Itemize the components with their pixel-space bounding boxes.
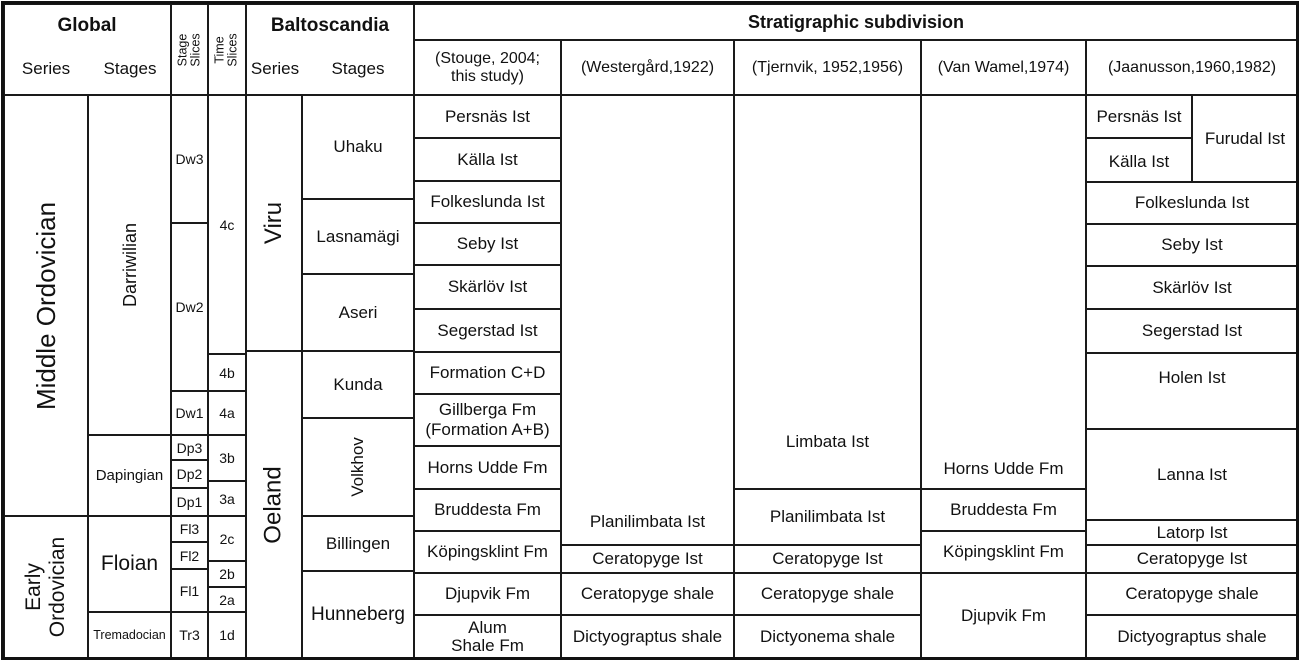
balto-stage-uhaku — [301, 94, 415, 200]
dp2-label: Dp2 — [176, 466, 203, 482]
jaanusson-ceratopyge-shale-label: Ceratopyge shale — [1125, 584, 1259, 603]
time-3a — [207, 480, 247, 517]
jaanusson-ceratopyge-ist-label: Ceratopyge Ist — [1136, 549, 1248, 568]
stage-slices-l2: Slices — [188, 32, 203, 67]
time-4c — [207, 94, 247, 355]
vanwamel-bruddesta — [920, 488, 1087, 532]
time-slices-l2: Slices — [226, 32, 240, 67]
hunneberg-label: Hunneberg — [310, 603, 406, 625]
header-strat-title — [413, 3, 1299, 41]
stouge-persnas — [413, 94, 562, 139]
t4c-label: 4c — [219, 216, 235, 233]
header-global — [3, 3, 171, 43]
tjernvik-ceratopyge-shale — [733, 572, 922, 616]
vanwamel-djupvik — [920, 572, 1087, 659]
stouge-alum-l2: Shale Fm — [451, 635, 524, 655]
tjernvik-planilimbata — [733, 488, 922, 546]
jaanusson-skarlov-label: Skärlöv Ist — [1152, 277, 1232, 297]
time-2a — [207, 586, 247, 613]
t1d-label: 1d — [219, 627, 235, 643]
stage-floian — [87, 515, 172, 613]
jaanusson-seby — [1085, 223, 1299, 267]
jaanusson-folkeslunda — [1085, 181, 1299, 225]
author-stouge-l2: this study) — [451, 67, 524, 85]
jaanusson-lanna — [1085, 428, 1299, 521]
stouge-seby — [413, 222, 562, 266]
stouge-folkeslunda — [413, 180, 562, 224]
westergard-ceratopyge-ist-label: Ceratopyge Ist — [592, 549, 703, 568]
vanwamel-horns-udde-label: Horns Udde Fm — [943, 458, 1064, 478]
time-2b — [207, 560, 247, 588]
balto-stage-hunneberg — [301, 570, 415, 659]
header-baltoscandia — [245, 3, 415, 43]
t2b-label: 2b — [219, 566, 235, 582]
westergard-planilimbata — [560, 488, 735, 546]
author-vanwamel-label: (Van Wamel,1974) — [937, 58, 1070, 76]
t3b-label: 3b — [219, 450, 235, 466]
westergard-dictyograptus — [560, 614, 735, 659]
uhaku-label: Uhaku — [333, 137, 383, 156]
header-balto-stages — [303, 46, 413, 92]
slice-tr3 — [170, 611, 209, 659]
dw3-label: Dw3 — [175, 151, 204, 167]
dp1-label: Dp1 — [176, 494, 203, 510]
stage-slices-l1: Stage — [175, 33, 190, 66]
header-balto-series — [247, 46, 303, 92]
slice-fl1 — [170, 568, 209, 613]
dw1-label: Dw1 — [175, 405, 204, 421]
balto-stage-lasnamagi — [301, 198, 415, 275]
time-4a — [207, 390, 247, 436]
header-global-stages — [89, 46, 171, 92]
jaanusson-holen-label: Holen Ist — [1158, 368, 1226, 387]
floian-label: Floian — [100, 552, 159, 575]
stouge-gillberga-l1: Gillberga Fm — [438, 400, 537, 419]
jaanusson-furudal-label: Furudal Ist — [1204, 128, 1286, 148]
balto-series-oeland — [245, 350, 303, 659]
westergard-ceratopyge-ist — [560, 544, 735, 574]
header-stage-slices — [170, 3, 209, 96]
header-baltoscandia-label: Baltoscandia — [270, 15, 390, 36]
westergard-ceratopyge-shale — [560, 572, 735, 616]
stage-darriwilian — [87, 94, 172, 436]
stouge-skarlov — [413, 264, 562, 310]
author-westergard-label: (Westergård,1922) — [580, 58, 715, 76]
jaanusson-dictyograptus-label: Dictyograptus shale — [1117, 626, 1267, 646]
stouge-seby-label: Seby Ist — [456, 234, 519, 253]
vanwamel-kopingsklint-label: Köpingsklint Fm — [943, 542, 1064, 561]
volkhov-label: Volkhov — [347, 437, 367, 497]
tjernvik-ceratopyge-ist-label: Ceratopyge Ist — [772, 549, 883, 568]
slice-dw2 — [170, 222, 209, 392]
jaanusson-ceratopyge-ist — [1085, 544, 1299, 574]
tjernvik-limbata — [733, 395, 922, 490]
stouge-formation-cd — [413, 351, 562, 395]
balto-stage-billingen — [301, 515, 415, 572]
stouge-alum-shale — [413, 614, 562, 659]
stouge-formation-cd-label: Formation C+D — [429, 363, 546, 382]
westergard-ceratopyge-shale-label: Ceratopyge shale — [580, 584, 715, 603]
stouge-skarlov-label: Skärlöv Ist — [447, 277, 528, 296]
time-slices-rotated — [214, 33, 240, 66]
stouge-segerstad-label: Segerstad Ist — [437, 320, 538, 340]
author-stouge-l1: (Stouge, 2004; — [435, 49, 540, 67]
t3a-label: 3a — [219, 490, 235, 507]
header-author-jaanusson — [1085, 39, 1299, 96]
stouge-horns-udde — [413, 445, 562, 490]
tjernvik-ceratopyge-shale-label: Ceratopyge shale — [760, 584, 895, 603]
balto-stage-kunda — [301, 350, 415, 419]
dw2-label: Dw2 — [175, 299, 204, 315]
slice-dp2 — [170, 459, 209, 489]
stouge-bruddesta-label: Bruddesta Fm — [434, 500, 541, 519]
jaanusson-furudal — [1191, 94, 1299, 183]
stouge-segerstad — [413, 308, 562, 353]
slice-fl2 — [170, 541, 209, 570]
vanwamel-bruddesta-label: Bruddesta Fm — [950, 500, 1057, 519]
early-ordovician-rotated — [22, 537, 70, 637]
header-author-westergard — [560, 39, 735, 96]
jaanusson-persnas — [1085, 94, 1193, 139]
stouge-persnas-label: Persnäs Ist — [444, 106, 531, 126]
jaanusson-ceratopyge-shale — [1085, 572, 1299, 616]
jaanusson-kalla — [1085, 137, 1193, 183]
author-tjernvik-label: (Tjernvik, 1952,1956) — [751, 58, 904, 76]
t4b-label: 4b — [219, 364, 235, 381]
header-global-series — [3, 46, 89, 92]
jaanusson-skarlov — [1085, 265, 1299, 310]
jaanusson-kalla-label: Källa Ist — [1108, 152, 1170, 171]
header-global-series-label: Series — [21, 59, 71, 78]
ordovician-label: Ordovician — [46, 536, 70, 638]
stouge-gillberga-l2: (Formation A+B) — [425, 420, 550, 439]
stage-tremadocian — [87, 611, 172, 659]
jaanusson-folkeslunda-label: Folkeslunda Ist — [1134, 193, 1250, 212]
tremadocian-label: Tremadocian — [93, 628, 166, 642]
header-author-stouge — [413, 39, 562, 96]
fl1-label: Fl1 — [179, 582, 200, 599]
header-global-stages-label: Stages — [103, 59, 157, 78]
jaanusson-segerstad — [1085, 308, 1299, 354]
tjernvik-dictyonema-label: Dictyonema shale — [759, 626, 896, 646]
stage-dapingian — [87, 434, 172, 517]
time-slices-l1: Time — [213, 35, 227, 64]
time-4b — [207, 353, 247, 392]
header-author-vanwamel — [920, 39, 1087, 96]
balto-series-viru — [245, 94, 303, 352]
stage-slices-rotated — [177, 33, 203, 66]
tjernvik-ceratopyge-ist — [733, 544, 922, 574]
jaanusson-latorp — [1085, 519, 1299, 546]
viru-label: Viru — [260, 201, 287, 245]
stouge-kopingsklint — [413, 530, 562, 574]
vanwamel-kopingsklint — [920, 530, 1087, 574]
westergard-blank — [560, 94, 735, 546]
jaanusson-lanna-label: Lanna Ist — [1157, 464, 1227, 484]
fl3-label: Fl3 — [179, 521, 200, 537]
time-1d — [207, 611, 247, 659]
stouge-alum-l1: Alum — [468, 617, 507, 637]
stouge-folkeslunda-label: Folkeslunda Ist — [430, 192, 545, 211]
tjernvik-dictyonema — [733, 614, 922, 659]
time-2c — [207, 515, 247, 562]
slice-fl3 — [170, 515, 209, 543]
header-global-label: Global — [57, 15, 117, 36]
balto-stage-aseri — [301, 273, 415, 352]
jaanusson-latorp-label: Latorp Ist — [1156, 522, 1228, 542]
slice-dw3 — [170, 94, 209, 224]
billingen-label: Billingen — [325, 533, 391, 553]
stouge-kalla-label: Källa Ist — [457, 149, 518, 169]
slice-dp1 — [170, 487, 209, 517]
jaanusson-segerstad-label: Segerstad Ist — [1141, 321, 1243, 340]
slice-dp3 — [170, 434, 209, 461]
fl2-label: Fl2 — [179, 547, 200, 564]
middle-ordovician-label: Middle Ordovician — [31, 201, 61, 410]
westergard-dictyograptus-label: Dictyograptus shale — [572, 626, 723, 646]
vanwamel-blank — [920, 94, 1087, 490]
tjernvik-planilimbata-label: Planilimbata Ist — [769, 507, 886, 526]
header-balto-stages-label: Stages — [331, 59, 385, 78]
vanwamel-horns-udde — [920, 445, 1087, 490]
tr3-label: Tr3 — [179, 627, 200, 643]
stouge-djupvik-label: Djupvik Fm — [444, 584, 530, 603]
westergard-planilimbata-label: Planilimbata Ist — [589, 512, 706, 531]
jaanusson-dictyograptus — [1085, 614, 1299, 659]
dp3-label: Dp3 — [176, 439, 203, 456]
stouge-kalla — [413, 137, 562, 182]
oeland-label: Oeland — [260, 465, 288, 544]
jaanusson-holen — [1085, 352, 1299, 430]
time-3b — [207, 434, 247, 482]
lasnamagi-label: Lasnamägi — [316, 226, 400, 246]
aseri-label: Aseri — [338, 302, 378, 322]
kunda-label: Kunda — [333, 374, 383, 394]
slice-dw1 — [170, 390, 209, 436]
t4a-label: 4a — [219, 405, 235, 421]
dapingian-label: Dapingian — [95, 466, 164, 484]
series-middle-ordovician — [3, 94, 89, 517]
stouge-bruddesta — [413, 488, 562, 532]
stouge-kopingsklint-label: Köpingsklint Fm — [427, 542, 548, 561]
header-balto-series-label: Series — [250, 59, 300, 78]
stouge-gillberga — [413, 393, 562, 447]
balto-stage-volkhov — [301, 417, 415, 517]
t2c-label: 2c — [219, 530, 235, 547]
darriwilian-label: Darriwilian — [119, 222, 140, 308]
stouge-djupvik — [413, 572, 562, 616]
header-author-tjernvik — [733, 39, 922, 96]
author-jaanusson-label: (Jaanusson,1960,1982) — [1107, 58, 1277, 76]
jaanusson-seby-label: Seby Ist — [1161, 235, 1223, 254]
jaanusson-persnas-label: Persnäs Ist — [1096, 106, 1182, 126]
stouge-horns-udde-label: Horns Udde Fm — [427, 457, 548, 477]
vanwamel-djupvik-label: Djupvik Fm — [960, 605, 1046, 625]
strat-title-label: Stratigraphic subdivision — [747, 12, 965, 32]
series-early-ordovician — [3, 515, 89, 659]
t2a-label: 2a — [219, 591, 235, 608]
tjernvik-limbata-label: Limbata Ist — [785, 431, 870, 451]
header-time-slices — [207, 3, 247, 96]
early-label: Early — [22, 563, 46, 611]
